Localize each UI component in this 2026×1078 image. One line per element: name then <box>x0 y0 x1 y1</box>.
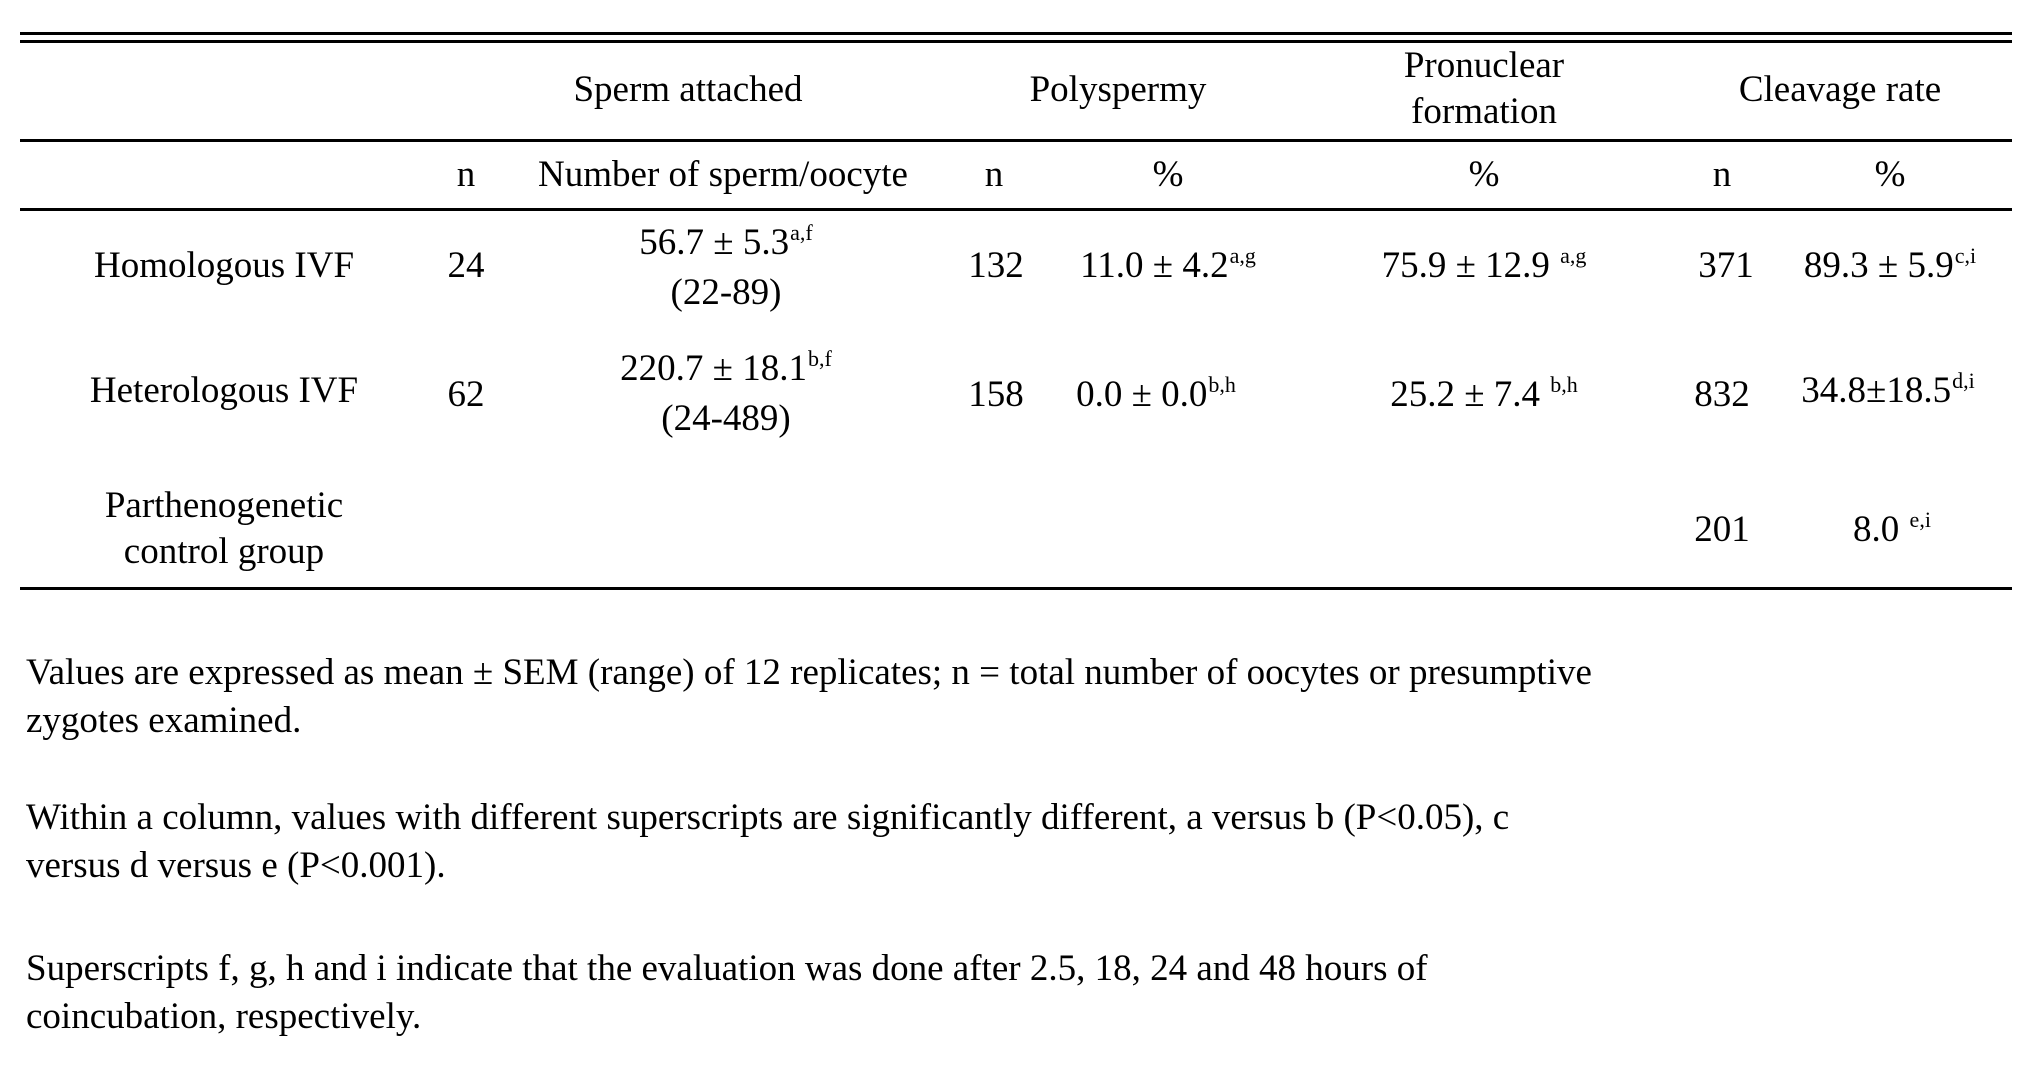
header-pronuclear-line2: formation <box>1411 91 1557 132</box>
subheader-sperm-per-oocyte: Number of sperm/oocyte <box>538 154 908 195</box>
row3-cleave-cell <box>1853 507 1931 557</box>
row2-sperm-cell <box>620 346 832 442</box>
row1-sperm-mean: 56.7 ± 5.3 <box>639 222 790 263</box>
row3-n-cleave: 201 <box>1694 509 1750 550</box>
row2-n-poly: 158 <box>968 374 1024 415</box>
row3-cleave-pct: 8.0 <box>1853 509 1909 550</box>
footnote-3-line1: Superscripts f, g, h and i indicate that the evaluation was done after 2.5, 18, 24 and 48 hours of <box>26 948 1428 989</box>
row2-cleave-sup: d,i <box>1952 368 1975 393</box>
subheader-pct-pn: % <box>1468 154 1500 195</box>
table-top-rule-2 <box>20 40 2012 43</box>
subheader-n-poly: n <box>984 154 1004 195</box>
row2-cleave-pct: 34.8±18.5 <box>1801 370 1952 411</box>
row1-sperm-sup: a,f <box>790 220 813 245</box>
row2-sperm-mean: 220.7 ± 18.1 <box>620 348 807 389</box>
header-rule <box>20 139 2012 142</box>
row1-poly-pct: 11.0 ± 4.2 <box>1080 245 1229 286</box>
row-label-parthenogenetic <box>105 483 343 575</box>
row2-poly-pct: 0.0 ± 0.0 <box>1076 374 1208 415</box>
row3-label-line2: control group <box>123 531 325 572</box>
row1-pn-pct: 75.9 ± 12.9 <box>1381 245 1560 286</box>
footnote-3-line2: coincubation, respectively. <box>26 996 422 1037</box>
footnote-3 <box>26 945 1428 1041</box>
row3-label-line1: Parthenogenetic <box>104 485 344 526</box>
row2-poly-cell <box>1076 372 1236 422</box>
header-pronuclear-line1: Pronuclear <box>1403 45 1565 86</box>
footnote-1 <box>26 649 1592 745</box>
row1-n-sperm: 24 <box>447 245 485 286</box>
subheader-pct-poly: % <box>1152 154 1184 195</box>
subheader-rule <box>20 208 2012 211</box>
row2-n-cleave: 832 <box>1694 374 1750 415</box>
row1-n-poly: 132 <box>968 245 1024 286</box>
row2-poly-sup: b,h <box>1208 372 1236 397</box>
footnote-2 <box>26 794 1509 890</box>
row1-cleave-pct: 89.3 ± 5.9 <box>1803 245 1954 286</box>
subheader-n-sperm: n <box>456 154 476 195</box>
subheader-pct-cleave: % <box>1874 154 1906 195</box>
row2-pn-cell <box>1390 372 1578 422</box>
row1-pn-sup: a,g <box>1560 243 1587 268</box>
row2-cleave-cell <box>1801 368 1974 418</box>
row1-cleave-cell <box>1804 243 1976 293</box>
subheader-n-cleave: n <box>1712 154 1732 195</box>
row1-poly-cell <box>1080 243 1256 293</box>
row1-sperm-range: (22-89) <box>670 272 782 313</box>
row2-sperm-range: (24-489) <box>661 398 791 439</box>
row1-cleave-sup: c,i <box>1954 243 1977 268</box>
row3-cleave-sup: e,i <box>1909 507 1931 532</box>
row1-sperm-cell <box>639 220 812 316</box>
header-pronuclear-formation <box>1404 43 1564 135</box>
row1-pn-cell <box>1382 243 1587 293</box>
row2-pn-sup: b,h <box>1550 372 1578 397</box>
row2-pn-pct: 25.2 ± 7.4 <box>1390 374 1550 415</box>
header-polyspermy: Polyspermy <box>1029 69 1207 110</box>
row1-n-cleave: 371 <box>1698 245 1754 286</box>
row-label-heterologous: Heterologous IVF <box>89 370 359 411</box>
row2-n-sperm: 62 <box>447 374 485 415</box>
row1-poly-sup: a,g <box>1229 243 1256 268</box>
row2-sperm-sup: b,f <box>807 346 832 371</box>
footnote-1-line1: Values are expressed as mean ± SEM (range) of 12 replicates; n = total number of oocytes or presumptive <box>26 652 1592 693</box>
footnote-1-line2: zygotes examined. <box>26 700 302 741</box>
footnote-2-line2: versus d versus e (P<0.001). <box>26 845 446 886</box>
footnote-2-line1: Within a column, values with different superscripts are significantly different, a versus b (P<0.05), c <box>26 797 1510 838</box>
header-sperm-attached: Sperm attached <box>573 69 803 110</box>
row-label-homologous: Homologous IVF <box>93 245 355 286</box>
table-bottom-rule <box>20 587 2012 590</box>
header-cleavage-rate: Cleavage rate <box>1738 69 1942 110</box>
table-top-rule-1 <box>20 32 2012 35</box>
